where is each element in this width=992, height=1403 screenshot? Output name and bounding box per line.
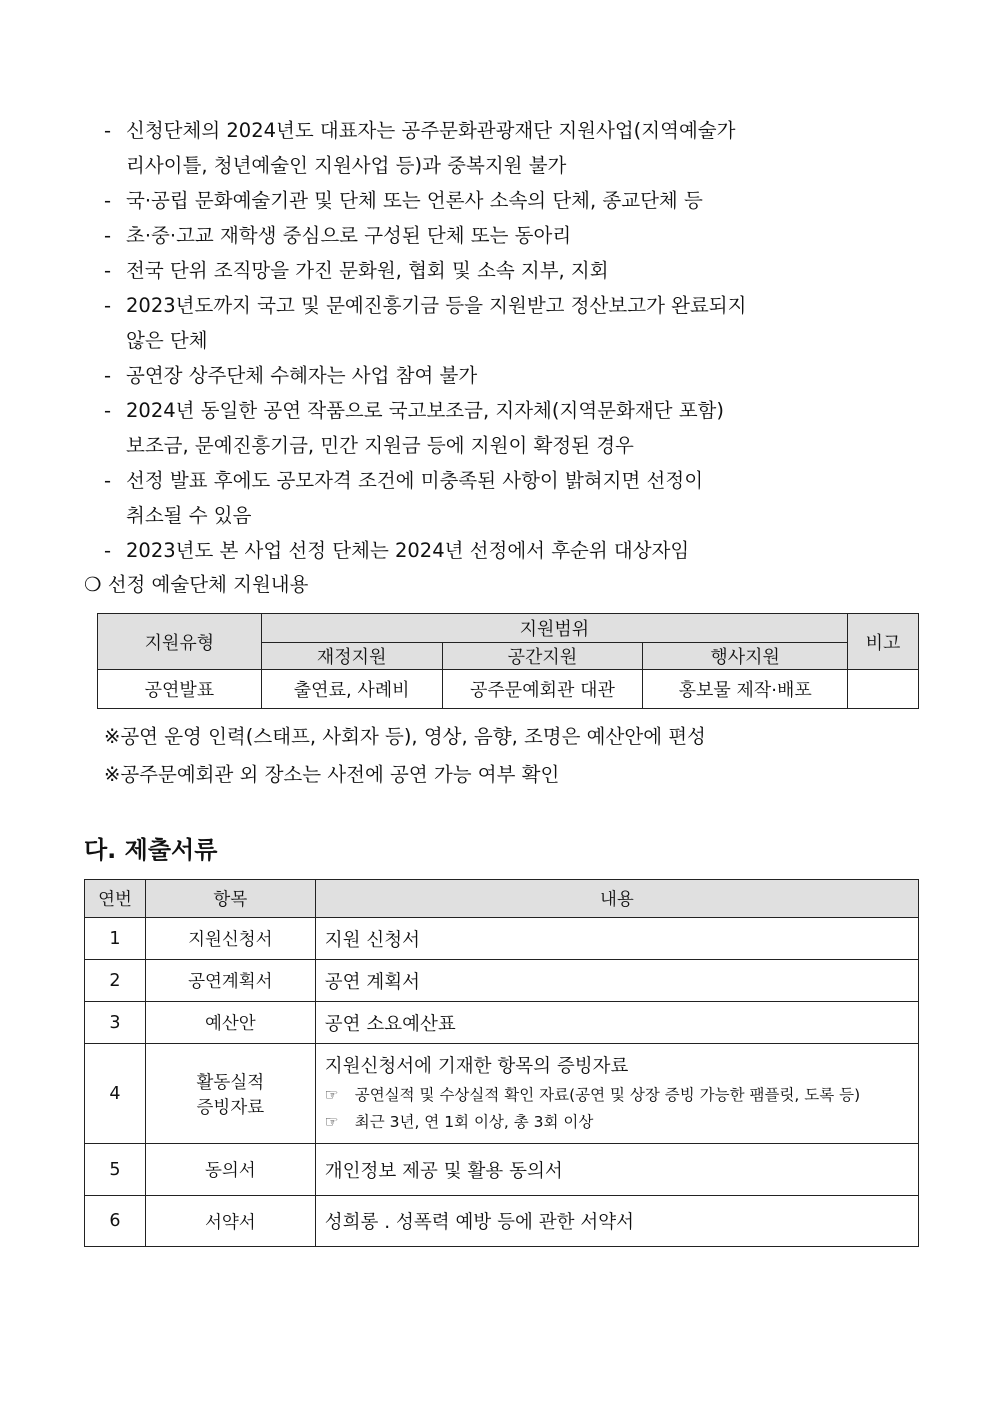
cell-content xyxy=(315,1044,918,1144)
sub-item xyxy=(325,1082,918,1109)
cell-type: 공연발표 xyxy=(98,670,262,709)
bullet-dash: - xyxy=(104,364,112,387)
cell-content: 지원 신청서 xyxy=(315,918,918,960)
cell-no: 6 xyxy=(85,1196,146,1247)
header-finance: 재정지원 xyxy=(261,643,442,670)
header-no: 연번 xyxy=(85,880,146,918)
sub-item-text: 공연실적 및 수상실적 확인 자료(공연 및 상장 증빙 가능한 팸플릿, 도록 등) xyxy=(354,1085,861,1104)
bullet-text-cont: 취소될 수 있음 xyxy=(126,504,252,527)
table-header-row xyxy=(85,880,919,918)
bullet-item xyxy=(104,218,571,253)
table-row xyxy=(85,1002,919,1044)
bullet-text-cont: 보조금, 문예진흥기금, 민간 지원금 등에 지원이 확정된 경우 xyxy=(126,434,634,457)
header-content: 내용 xyxy=(315,880,918,918)
bullet-text: 전국 단위 조직망을 가진 문화원, 협회 및 소속 지부, 지회 xyxy=(126,259,609,282)
bullet-item xyxy=(104,253,609,288)
cell-no: 1 xyxy=(85,918,146,960)
cell-event: 홍보물 제작·배포 xyxy=(643,670,848,709)
documents-table xyxy=(84,879,919,1247)
bullet-dash: - xyxy=(104,294,112,317)
cell-no: 3 xyxy=(85,1002,146,1044)
bullet-text-cont: 리사이틀, 청년예술인 지원사업 등)과 중복지원 불가 xyxy=(126,154,567,177)
bullet-dash: - xyxy=(104,224,112,247)
pointing-hand-icon: ☞ xyxy=(324,1085,339,1104)
bullet-dash: - xyxy=(104,539,112,562)
bullet-item xyxy=(104,288,746,358)
cell-item: 지원신청서 xyxy=(145,918,315,960)
cell-space: 공주문예회관 대관 xyxy=(442,670,643,709)
table-row xyxy=(85,960,919,1002)
table-row xyxy=(98,670,919,709)
cell-content: 개인정보 제공 및 활용 동의서 xyxy=(315,1144,918,1196)
bullet-text-cont: 않은 단체 xyxy=(126,329,208,352)
bullet-dash: - xyxy=(104,189,112,212)
circle-bullet-icon: ❍ xyxy=(84,573,102,596)
cell-item-line: 활동실적 xyxy=(196,1072,265,1093)
cell-no: 2 xyxy=(85,960,146,1002)
support-table xyxy=(97,613,919,709)
cell-item: 공연계획서 xyxy=(145,960,315,1002)
header-scope: 지원범위 xyxy=(261,614,847,643)
sub-item xyxy=(325,1109,918,1136)
header-note: 비고 xyxy=(848,614,919,670)
bullet-item xyxy=(104,113,735,183)
cell-item: 동의서 xyxy=(145,1144,315,1196)
bullet-item xyxy=(104,393,724,463)
bullet-text: 2023년도 본 사업 선정 단체는 2024년 선정에서 후순위 대상자임 xyxy=(126,539,690,562)
header-type: 지원유형 xyxy=(98,614,262,670)
cell-item: 서약서 xyxy=(145,1196,315,1247)
table-row xyxy=(85,1196,919,1247)
cell-content: 성희롱 . 성폭력 예방 등에 관한 서약서 xyxy=(315,1196,918,1247)
table-row xyxy=(85,1044,919,1144)
bullet-text: 선정 발표 후에도 공모자격 조건에 미충족된 사항이 밝혀지면 선정이 xyxy=(126,469,704,492)
pointing-hand-icon: ☞ xyxy=(324,1112,339,1131)
bullet-dash: - xyxy=(104,399,112,422)
cell-content: 공연 소요예산표 xyxy=(315,1002,918,1044)
bullet-text: 2023년도까지 국고 및 문예진흥기금 등을 지원받고 정산보고가 완료되지 xyxy=(126,294,747,317)
bullet-dash: - xyxy=(104,259,112,282)
cell-content-main: 지원신청서에 기재한 항목의 증빙자료 xyxy=(324,1055,629,1077)
bullet-item xyxy=(104,183,703,218)
table-row xyxy=(85,1144,919,1196)
bullet-item xyxy=(104,533,689,568)
bullet-item xyxy=(104,463,703,533)
cell-item-line: 증빙자료 xyxy=(196,1097,265,1118)
bullet-text: 국·공립 문화예술기관 및 단체 또는 언론사 소속의 단체, 종교단체 등 xyxy=(126,189,703,212)
bullet-text: 신청단체의 2024년도 대표자는 공주문화관광재단 지원사업(지역예술가 xyxy=(126,119,736,142)
bullet-dash: - xyxy=(104,469,112,492)
bullet-text: 2024년 동일한 공연 작품으로 국고보조금, 지자체(지역문화재단 포함) xyxy=(126,399,724,422)
support-heading-text: 선정 예술단체 지원내용 xyxy=(107,573,309,596)
cell-content: 공연 계획서 xyxy=(315,960,918,1002)
sub-item-text: 최근 3년, 연 1회 이상, 총 3회 이상 xyxy=(354,1112,594,1131)
cell-item xyxy=(145,1044,315,1144)
note-line: ※공연 운영 인력(스태프, 사회자 등), 영상, 음향, 조명은 예산안에 편성 xyxy=(104,725,706,748)
bullet-text: 공연장 상주단체 수혜자는 사업 참여 불가 xyxy=(126,364,478,387)
header-space: 공간지원 xyxy=(442,643,643,670)
cell-item: 예산안 xyxy=(145,1002,315,1044)
cell-note xyxy=(848,670,919,709)
note-line: ※공주문예회관 외 장소는 사전에 공연 가능 여부 확인 xyxy=(104,763,560,786)
cell-no: 4 xyxy=(85,1044,146,1144)
support-heading xyxy=(84,567,308,602)
cell-finance: 출연료, 사례비 xyxy=(261,670,442,709)
table-row xyxy=(85,918,919,960)
header-item: 항목 xyxy=(145,880,315,918)
bullet-text: 초·중·고교 재학생 중심으로 구성된 단체 또는 동아리 xyxy=(126,224,572,247)
bullet-dash: - xyxy=(104,119,112,142)
section-title: 다. 제출서류 xyxy=(84,836,218,864)
bullet-item xyxy=(104,358,477,393)
header-event: 행사지원 xyxy=(643,643,848,670)
cell-no: 5 xyxy=(85,1144,146,1196)
